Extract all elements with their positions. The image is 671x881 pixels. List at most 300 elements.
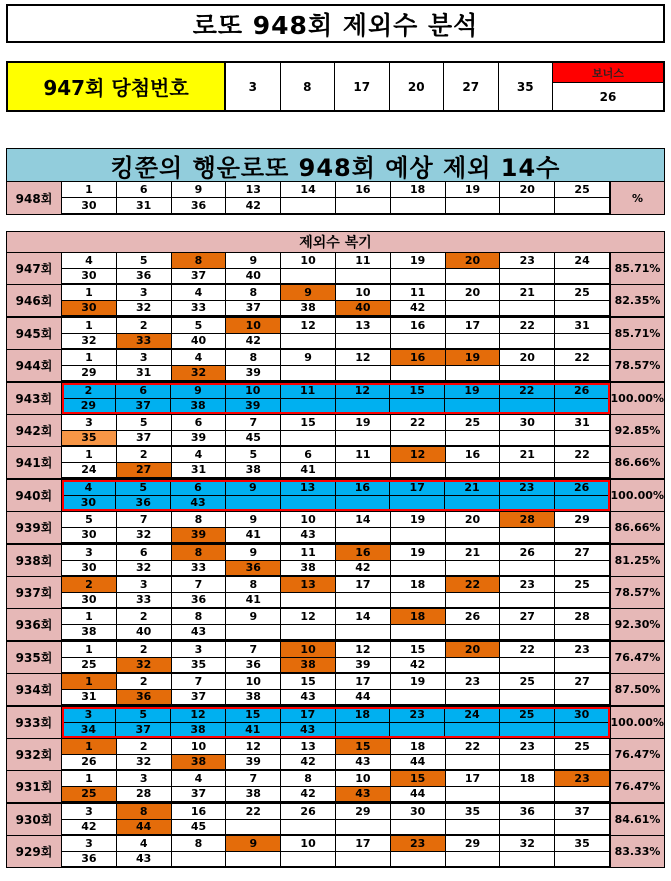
review-number-cell	[446, 755, 501, 771]
review-number-cell: 17	[336, 836, 391, 852]
review-number-cell: 39	[226, 755, 281, 771]
review-number-cell: 45	[172, 820, 227, 836]
review-number-cell: 9	[226, 609, 281, 625]
review-number-cell: 5	[116, 707, 171, 723]
review-number-cell	[391, 269, 446, 285]
review-number-cell	[390, 723, 445, 739]
review-number-cell: 3	[117, 350, 172, 366]
review-row-pct: 76.47%	[610, 642, 664, 673]
review-number-cell: 2	[117, 642, 172, 658]
review-number-grid	[62, 836, 610, 867]
review-row-pct: 100.00%	[610, 480, 664, 511]
review-number-cell: 38	[226, 463, 281, 479]
review-number-cell	[281, 366, 336, 382]
review-number-cell: 17	[281, 707, 336, 723]
review-number-cell: 30	[62, 301, 117, 317]
review-number-cell: 36	[226, 561, 281, 577]
review-number-grid	[62, 739, 610, 770]
review-number-cell: 24	[555, 253, 610, 269]
review-number-cell	[336, 431, 391, 447]
review-number-cell: 7	[117, 512, 172, 528]
review-number-cell: 5	[117, 415, 172, 431]
review-number-cell: 43	[281, 690, 336, 706]
review-number-cell: 36	[172, 593, 227, 609]
review-number-cell: 25	[500, 674, 555, 690]
review-number-cell	[446, 658, 501, 674]
review-number-cell: 10	[281, 642, 336, 658]
review-number-cell: 22	[555, 447, 610, 463]
prediction-pct-label: %	[610, 182, 664, 214]
review-row-pct: 86.66%	[610, 447, 664, 478]
review-number-cell: 25	[555, 577, 610, 593]
review-row-label: 943회	[7, 383, 62, 414]
review-number-cell	[500, 366, 555, 382]
review-number-cell	[555, 852, 610, 868]
prediction-number-cell: 42	[226, 198, 281, 214]
review-number-grid	[62, 350, 610, 381]
review-number-cell: 17	[446, 318, 501, 334]
review-number-cell: 31	[555, 415, 610, 431]
review-row-label: 930회	[7, 804, 62, 835]
winning-number: 35	[499, 63, 554, 110]
review-number-cell	[391, 820, 446, 836]
review-number-cell: 10	[281, 836, 336, 852]
review-number-cell: 35	[446, 804, 501, 820]
review-number-cell: 5	[226, 447, 281, 463]
review-number-cell: 39	[226, 399, 281, 415]
review-number-cell: 42	[226, 334, 281, 350]
review-number-cell: 42	[281, 787, 336, 803]
review-number-cell: 39	[172, 528, 227, 544]
review-row-label: 946회	[7, 285, 62, 316]
review-number-cell: 1	[62, 318, 117, 334]
review-row	[6, 544, 665, 577]
review-number-cell: 18	[336, 707, 391, 723]
review-number-cell: 11	[336, 253, 391, 269]
review-number-cell: 40	[336, 301, 391, 317]
review-number-cell	[446, 787, 501, 803]
prediction-row-label: 948회	[7, 182, 62, 214]
review-number-cell	[446, 820, 501, 836]
review-number-cell: 43	[281, 723, 336, 739]
review-row	[6, 576, 665, 609]
review-number-cell: 9	[226, 836, 281, 852]
review-number-cell	[555, 690, 610, 706]
review-number-cell: 19	[391, 253, 446, 269]
review-row-pct: 82.35%	[610, 285, 664, 316]
review-number-cell	[500, 399, 555, 415]
review-number-cell: 10	[172, 739, 227, 755]
review-number-cell: 2	[117, 318, 172, 334]
review-number-cell	[226, 625, 281, 641]
review-number-cell	[391, 431, 446, 447]
review-number-cell	[446, 431, 501, 447]
review-number-cell: 18	[391, 739, 446, 755]
review-row-label: 939회	[7, 512, 62, 543]
review-number-cell: 4	[117, 836, 172, 852]
review-row-pct: 87.50%	[610, 674, 664, 705]
review-number-cell	[500, 723, 555, 739]
review-number-cell: 11	[281, 383, 336, 399]
review-number-cell	[446, 852, 501, 868]
prediction-number-cell: 31	[117, 198, 172, 214]
review-number-cell: 1	[62, 771, 117, 787]
review-number-cell: 28	[500, 512, 555, 528]
review-number-cell: 41	[226, 528, 281, 544]
review-number-grid	[62, 512, 610, 543]
review-number-cell: 19	[446, 350, 501, 366]
review-number-cell	[500, 852, 555, 868]
review-number-cell: 16	[172, 804, 227, 820]
review-number-grid	[62, 804, 610, 835]
review-number-cell: 7	[172, 577, 227, 593]
review-number-cell: 32	[117, 301, 172, 317]
review-number-cell: 16	[336, 480, 391, 496]
review-number-cell	[336, 463, 391, 479]
review-number-cell: 19	[336, 415, 391, 431]
review-number-cell: 21	[445, 480, 500, 496]
review-number-cell: 3	[62, 545, 117, 561]
review-number-cell: 3	[62, 836, 117, 852]
review-number-cell: 29	[62, 399, 117, 415]
review-number-cell: 26	[446, 609, 501, 625]
review-number-cell	[446, 463, 501, 479]
review-row-label: 931회	[7, 771, 62, 802]
review-number-cell: 33	[172, 301, 227, 317]
review-number-cell	[281, 399, 336, 415]
review-row	[6, 349, 665, 382]
prediction-number-cell: 20	[500, 182, 555, 198]
review-number-cell: 43	[171, 496, 226, 512]
review-number-cell: 40	[117, 625, 172, 641]
review-number-cell: 7	[226, 771, 281, 787]
review-number-cell: 22	[226, 804, 281, 820]
review-number-cell	[555, 723, 610, 739]
review-number-cell: 26	[500, 545, 555, 561]
review-number-cell: 17	[336, 674, 391, 690]
review-number-cell: 11	[336, 447, 391, 463]
review-row	[6, 317, 665, 350]
review-number-cell	[445, 399, 500, 415]
review-row-pct: 92.85%	[610, 415, 664, 446]
review-number-cell: 38	[62, 625, 117, 641]
review-row	[6, 835, 665, 868]
review-number-cell: 7	[172, 674, 227, 690]
review-number-cell: 40	[226, 269, 281, 285]
review-number-cell: 34	[62, 723, 117, 739]
review-number-cell	[500, 431, 555, 447]
review-number-cell: 15	[391, 771, 446, 787]
review-number-cell	[446, 593, 501, 609]
review-number-cell: 8	[226, 285, 281, 301]
review-number-cell: 9	[171, 383, 226, 399]
review-number-cell	[446, 561, 501, 577]
review-number-cell: 13	[281, 480, 336, 496]
review-number-grid	[62, 253, 610, 284]
review-number-cell	[391, 852, 446, 868]
review-number-cell: 37	[172, 787, 227, 803]
review-number-cell: 8	[172, 512, 227, 528]
review-number-cell: 29	[446, 836, 501, 852]
review-number-cell: 4	[172, 771, 227, 787]
review-row	[6, 414, 665, 447]
review-number-cell: 15	[390, 383, 445, 399]
review-row	[6, 382, 665, 415]
review-number-cell	[281, 852, 336, 868]
review-number-cell: 38	[281, 561, 336, 577]
review-number-cell: 5	[117, 253, 172, 269]
review-number-cell: 40	[172, 334, 227, 350]
review-number-cell: 16	[446, 447, 501, 463]
review-number-cell: 38	[226, 787, 281, 803]
review-number-grid	[62, 318, 610, 349]
review-number-cell	[446, 269, 501, 285]
review-number-cell	[446, 625, 501, 641]
review-number-cell	[500, 690, 555, 706]
review-number-cell: 8	[226, 350, 281, 366]
review-number-cell: 23	[391, 836, 446, 852]
review-number-cell: 21	[500, 447, 555, 463]
review-number-cell: 23	[446, 674, 501, 690]
review-number-cell: 11	[281, 545, 336, 561]
review-number-cell: 23	[500, 253, 555, 269]
review-number-cell: 37	[555, 804, 610, 820]
review-number-cell	[336, 366, 391, 382]
review-number-cell: 14	[336, 512, 391, 528]
review-number-grid	[62, 447, 610, 478]
review-number-cell	[281, 625, 336, 641]
review-number-cell: 8	[117, 804, 172, 820]
review-number-cell	[500, 658, 555, 674]
review-number-cell: 41	[226, 723, 281, 739]
review-number-cell	[172, 852, 227, 868]
review-row	[6, 284, 665, 317]
prediction-number-cell	[500, 198, 555, 214]
review-number-cell: 3	[62, 707, 117, 723]
review-number-cell	[500, 593, 555, 609]
review-number-cell: 20	[500, 350, 555, 366]
review-number-cell: 32	[117, 528, 172, 544]
review-number-cell: 5	[62, 512, 117, 528]
review-number-cell: 3	[62, 804, 117, 820]
review-row-pct: 78.57%	[610, 350, 664, 381]
review-number-cell: 9	[226, 545, 281, 561]
review-number-cell: 20	[446, 512, 501, 528]
review-number-cell: 8	[226, 577, 281, 593]
review-number-cell: 31	[62, 690, 117, 706]
bonus-cell	[553, 63, 663, 110]
review-number-cell: 20	[446, 253, 501, 269]
review-number-cell: 1	[62, 285, 117, 301]
prediction-row	[6, 181, 665, 215]
review-row-label: 944회	[7, 350, 62, 381]
review-number-cell: 41	[281, 463, 336, 479]
review-number-cell	[555, 820, 610, 836]
review-number-cell: 12	[336, 350, 391, 366]
review-number-cell: 6	[116, 383, 171, 399]
prediction-number-cell	[281, 198, 336, 214]
review-number-cell	[281, 334, 336, 350]
review-number-cell	[555, 399, 610, 415]
review-number-cell: 26	[281, 804, 336, 820]
review-number-cell: 10	[336, 285, 391, 301]
review-number-cell: 23	[500, 480, 555, 496]
review-number-cell	[555, 593, 610, 609]
review-number-cell: 20	[446, 642, 501, 658]
review-number-cell: 44	[391, 755, 446, 771]
review-number-cell: 4	[172, 350, 227, 366]
review-number-cell: 6	[171, 480, 226, 496]
winning-number: 17	[335, 63, 390, 110]
review-number-cell	[281, 431, 336, 447]
review-number-cell: 35	[62, 431, 117, 447]
review-number-cell: 25	[446, 415, 501, 431]
review-number-cell: 33	[172, 561, 227, 577]
review-number-cell: 24	[62, 463, 117, 479]
review-number-cell: 25	[62, 787, 117, 803]
review-number-cell	[390, 496, 445, 512]
review-number-cell: 39	[336, 658, 391, 674]
review-number-cell: 39	[226, 366, 281, 382]
review-row	[6, 803, 665, 836]
review-number-cell: 15	[226, 707, 281, 723]
review-number-cell: 37	[116, 399, 171, 415]
review-row	[6, 673, 665, 706]
review-number-cell: 9	[226, 253, 281, 269]
review-number-cell	[336, 496, 391, 512]
review-number-cell	[555, 301, 610, 317]
review-number-cell	[555, 528, 610, 544]
review-number-cell: 36	[226, 658, 281, 674]
review-number-cell: 42	[391, 658, 446, 674]
review-title: 제외수 복기	[6, 231, 665, 253]
review-number-cell	[500, 496, 555, 512]
review-number-cell: 30	[555, 707, 610, 723]
review-number-cell: 33	[117, 593, 172, 609]
review-number-cell: 18	[391, 609, 446, 625]
review-number-cell: 45	[226, 431, 281, 447]
review-number-cell: 13	[281, 739, 336, 755]
review-number-cell	[336, 723, 391, 739]
winning-number: 8	[281, 63, 336, 110]
review-number-cell: 32	[62, 334, 117, 350]
review-row-label: 945회	[7, 318, 62, 349]
review-number-cell: 31	[555, 318, 610, 334]
review-number-cell: 19	[445, 383, 500, 399]
winning-number: 20	[390, 63, 445, 110]
review-row-label: 937회	[7, 577, 62, 608]
review-number-cell: 32	[117, 755, 172, 771]
review-number-cell: 30	[500, 415, 555, 431]
review-number-cell: 23	[555, 642, 610, 658]
review-number-cell	[391, 690, 446, 706]
review-number-grid	[62, 480, 610, 511]
winning-number: 3	[226, 63, 281, 110]
review-number-cell: 25	[555, 285, 610, 301]
review-number-cell: 3	[62, 415, 117, 431]
review-number-cell	[555, 463, 610, 479]
review-number-cell: 42	[336, 561, 391, 577]
prediction-number-cell	[336, 198, 391, 214]
review-row-pct: 100.00%	[610, 383, 664, 414]
review-number-cell: 39	[172, 431, 227, 447]
review-number-cell: 1	[62, 350, 117, 366]
review-row-label: 932회	[7, 739, 62, 770]
review-number-cell	[390, 399, 445, 415]
review-number-cell: 32	[500, 836, 555, 852]
review-number-cell: 22	[555, 350, 610, 366]
review-number-cell: 3	[117, 285, 172, 301]
review-row-label: 942회	[7, 415, 62, 446]
review-number-cell: 37	[172, 690, 227, 706]
review-number-cell: 27	[117, 463, 172, 479]
review-row-label: 933회	[7, 707, 62, 738]
review-number-cell: 38	[172, 755, 227, 771]
review-row	[6, 770, 665, 803]
review-row-label: 947회	[7, 253, 62, 284]
review-number-cell	[336, 269, 391, 285]
prediction-number-cell: 13	[226, 182, 281, 198]
review-number-cell	[446, 690, 501, 706]
review-number-cell	[281, 496, 336, 512]
review-number-cell: 12	[281, 318, 336, 334]
review-number-cell: 22	[446, 739, 501, 755]
review-number-cell	[445, 496, 500, 512]
winning-label: 947회 당첨번호	[8, 63, 226, 110]
review-number-cell: 17	[336, 577, 391, 593]
review-row	[6, 511, 665, 544]
review-number-grid	[62, 415, 610, 446]
review-number-cell: 4	[172, 285, 227, 301]
review-number-cell: 1	[62, 642, 117, 658]
review-row-pct: 76.47%	[610, 771, 664, 802]
review-number-cell: 12	[336, 383, 391, 399]
review-number-cell: 1	[62, 739, 117, 755]
review-number-cell	[391, 561, 446, 577]
review-number-cell: 37	[116, 723, 171, 739]
review-number-cell	[391, 463, 446, 479]
review-number-cell: 20	[446, 285, 501, 301]
review-number-cell: 12	[281, 609, 336, 625]
review-number-cell: 1	[62, 674, 117, 690]
review-number-cell: 25	[62, 658, 117, 674]
review-number-cell: 44	[391, 787, 446, 803]
review-number-cell: 2	[117, 609, 172, 625]
review-number-cell	[500, 625, 555, 641]
prediction-number-cell: 30	[62, 198, 117, 214]
review-number-cell: 26	[555, 383, 610, 399]
review-number-cell: 38	[171, 399, 226, 415]
bonus-number: 26	[599, 89, 617, 104]
review-number-cell	[391, 625, 446, 641]
page-title: 로또 948회 제외수 분석	[6, 4, 665, 43]
review-number-cell: 1	[62, 609, 117, 625]
review-number-cell: 13	[281, 577, 336, 593]
review-number-cell	[226, 496, 281, 512]
review-number-cell	[500, 269, 555, 285]
review-number-cell: 22	[500, 642, 555, 658]
review-number-cell: 36	[500, 804, 555, 820]
review-number-cell: 23	[500, 739, 555, 755]
review-number-cell: 18	[500, 771, 555, 787]
review-number-cell	[446, 334, 501, 350]
review-number-cell: 43	[117, 852, 172, 868]
review-number-cell: 23	[555, 771, 610, 787]
review-number-cell: 13	[336, 318, 391, 334]
review-number-grid	[62, 577, 610, 608]
review-number-cell: 27	[500, 609, 555, 625]
review-number-cell: 10	[336, 771, 391, 787]
